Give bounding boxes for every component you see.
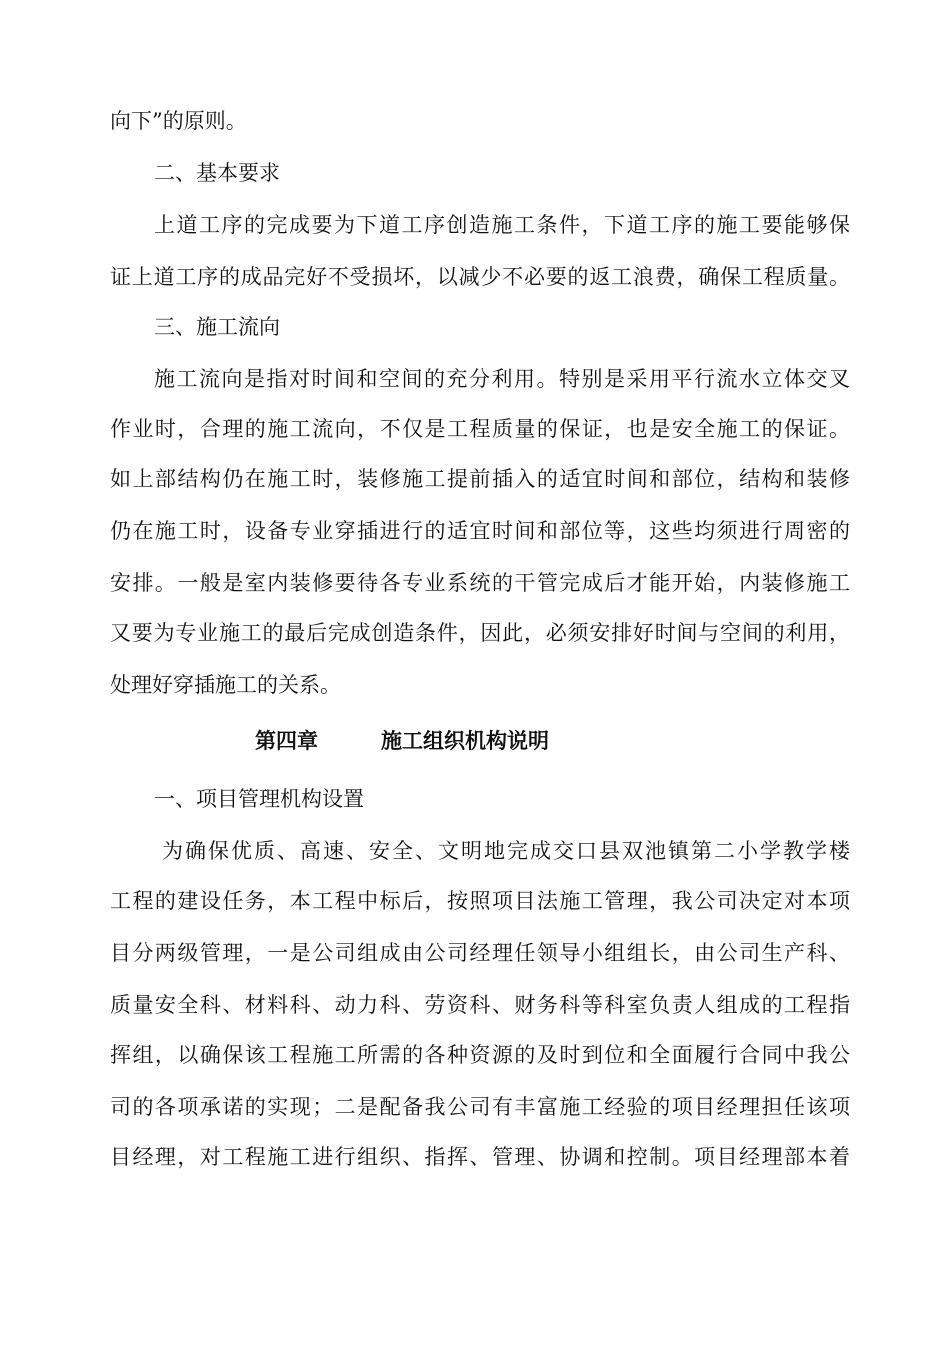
- section-3-paragraph-line: 又要为专业施工的最后完成创造条件，因此，必须安排好时间与空间的利用，: [110, 621, 850, 645]
- opening-line: 向下”的原则。: [110, 109, 247, 133]
- section-3-paragraph-line: 如上部结构仍在施工时，装修施工提前插入的适宜时间和部位，结构和装修: [110, 467, 850, 491]
- section-2-paragraph-line: 证上道工序的成品完好不受损坏，以减少不必要的返工浪费，确保工程质量。: [110, 265, 850, 289]
- section-2-paragraph-line: 上道工序的完成要为下道工序创造施工条件，下道工序的施工要能够保: [154, 213, 850, 237]
- section-2-heading: 二、基本要求: [154, 161, 280, 185]
- section-1-paragraph-line: 为确保优质、高速、安全、文明地完成交口县双池镇第二小学教学楼: [162, 839, 850, 863]
- chapter-title: 施工组织机构说明: [381, 728, 549, 753]
- section-3-paragraph-line: 作业时，合理的施工流向，不仅是工程质量的保证，也是安全施工的保证。: [110, 417, 850, 441]
- chapter-heading: [255, 726, 549, 756]
- section-1-paragraph-line: 工程的建设任务，本工程中标后，按照项目法施工管理，我公司决定对本项: [110, 889, 850, 913]
- section-3-paragraph-line: 仍在施工时，设备专业穿插进行的适宜时间和部位等，这些均须进行周密的: [110, 519, 850, 543]
- section-3-heading: 三、施工流向: [154, 315, 280, 339]
- section-1-paragraph-line: 目经理，对工程施工进行组织、指挥、管理、协调和控制。项目经理部本着: [110, 1145, 850, 1169]
- section-3-paragraph-line: 处理好穿插施工的关系。: [110, 673, 341, 697]
- section-1-paragraph-line: 司的各项承诺的实现；二是配备我公司有丰富施工经验的项目经理担任该项: [110, 1095, 850, 1119]
- section-1-heading: 一、项目管理机构设置: [154, 787, 364, 811]
- section-1-paragraph-line: 目分两级管理，一是公司组成由公司经理任领导小组组长，由公司生产科、: [110, 941, 850, 965]
- section-1-paragraph-line: 挥组，以确保该工程施工所需的各种资源的及时到位和全面履行合同中我公: [110, 1043, 850, 1067]
- section-3-paragraph-line: 安排。一般是室内装修要待各专业系统的干管完成后才能开始，内装修施工: [110, 571, 850, 595]
- chapter-number: 第四章: [255, 728, 318, 753]
- section-3-paragraph-line: 施工流向是指对时间和空间的充分利用。特别是采用平行流水立体交叉: [154, 367, 850, 391]
- section-1-paragraph-line: 质量安全科、材料科、动力科、劳资科、财务科等科室负责人组成的工程指: [110, 993, 850, 1017]
